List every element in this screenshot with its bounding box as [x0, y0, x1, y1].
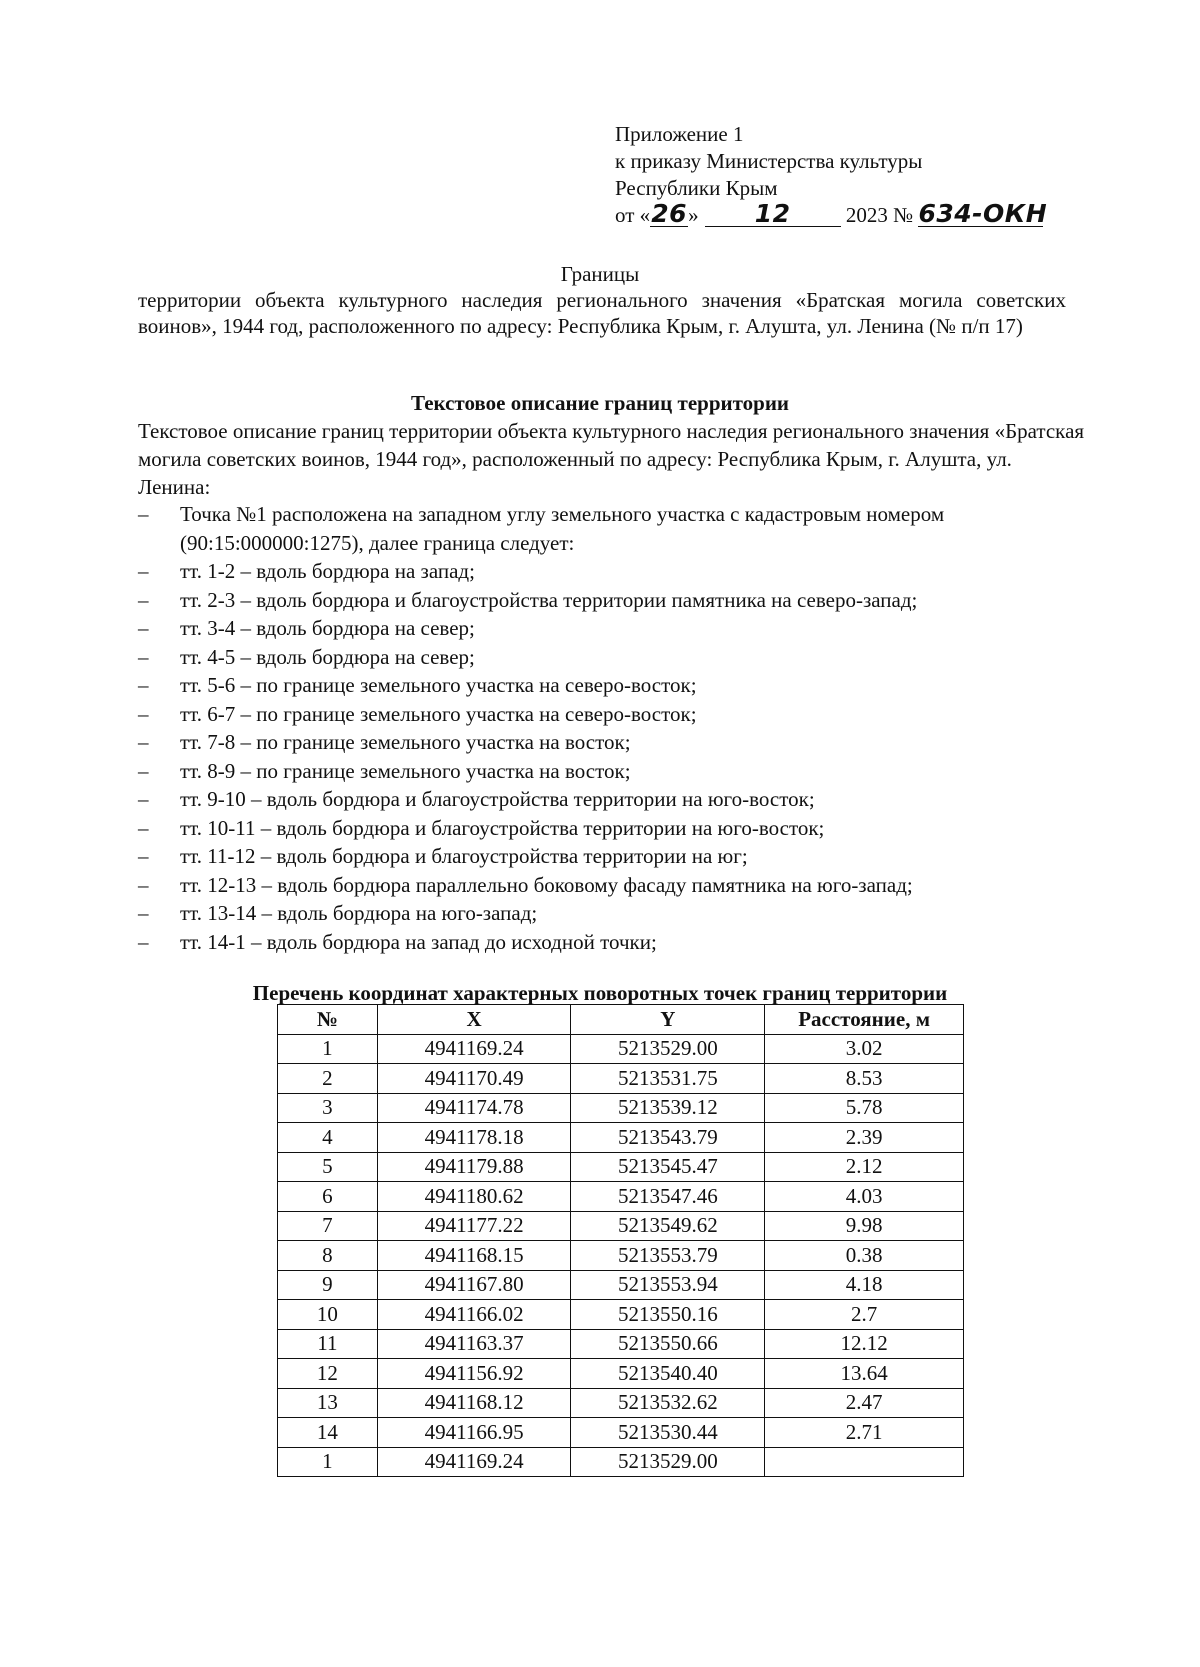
distance: 2.7: [765, 1300, 964, 1330]
x-coordinate: 4941156.92: [377, 1359, 571, 1389]
y-coordinate: 5213550.66: [571, 1329, 765, 1359]
distance: 4.18: [765, 1270, 964, 1300]
point-number: 1: [278, 1447, 378, 1477]
list-item: [138, 557, 1088, 586]
x-coordinate: 4941163.37: [377, 1329, 571, 1359]
list-item: [138, 614, 1088, 643]
order-reference: к приказу Министерства культуры: [615, 149, 923, 173]
table-row: [278, 1329, 964, 1359]
list-item: [138, 757, 1088, 786]
list-item: [138, 586, 1088, 615]
column-header-x: X: [377, 1005, 571, 1035]
x-coordinate: 4941167.80: [377, 1270, 571, 1300]
x-coordinate: 4941180.62: [377, 1182, 571, 1212]
y-coordinate: 5213553.79: [571, 1241, 765, 1271]
date-prefix: от «: [615, 203, 651, 227]
point-number: 9: [278, 1270, 378, 1300]
list-item: [138, 700, 1088, 729]
point-number: 6: [278, 1182, 378, 1212]
bullet-dash: –: [138, 901, 149, 925]
list-item-text: тт. 8-9 – по границе земельного участка на восток;: [180, 758, 631, 783]
list-item: [138, 643, 1088, 672]
table-row: [278, 1300, 964, 1330]
bullet-dash: –: [138, 587, 149, 612]
list-item-text: тт. 6-7 – по границе земельного участка на северо-восток;: [180, 701, 697, 726]
x-coordinate: 4941178.18: [377, 1123, 571, 1153]
distance: 2.39: [765, 1123, 964, 1153]
section-heading: Текстовое описание границ территории: [410, 391, 790, 415]
distance: 9.98: [765, 1211, 964, 1241]
table-row: [278, 1270, 964, 1300]
table-row: [278, 1447, 964, 1477]
table-row: [278, 1034, 964, 1064]
x-coordinate: 4941179.88: [377, 1152, 571, 1182]
y-coordinate: 5213531.75: [571, 1064, 765, 1094]
list-item: [138, 728, 1088, 757]
list-item-text: тт. 12-13 – вдоль бордюра параллельно боковому фасаду памятника на юго-запад;: [180, 872, 913, 897]
distance: 13.64: [765, 1359, 964, 1389]
x-coordinate: 4941166.95: [377, 1418, 571, 1448]
table-row: [278, 1359, 964, 1389]
republic-name: Республики Крым: [615, 176, 778, 200]
table-row: [278, 1241, 964, 1271]
x-coordinate: 4941169.24: [377, 1447, 571, 1477]
point-number: 10: [278, 1300, 378, 1330]
list-item-text: тт. 11-12 – вдоль бордюра и благоустройства территории на юг;: [180, 844, 748, 868]
bullet-dash: –: [138, 502, 149, 526]
point-number: 1: [278, 1034, 378, 1064]
coordinates-table-title: Перечень координат характерных поворотных точек границ территории: [252, 981, 948, 1005]
x-coordinate: 4941168.15: [377, 1241, 571, 1271]
bullet-dash: –: [138, 559, 149, 583]
y-coordinate: 5213553.94: [571, 1270, 765, 1300]
x-coordinate: 4941169.24: [377, 1034, 571, 1064]
x-coordinate: 4941174.78: [377, 1093, 571, 1123]
handwritten-month: 12: [705, 202, 841, 227]
table-row: [278, 1182, 964, 1212]
list-item-text: тт. 9-10 – вдоль бордюра и благоустройства территории на юго-восток;: [180, 787, 815, 811]
distance: 2.47: [765, 1388, 964, 1418]
point-number: 7: [278, 1211, 378, 1241]
table-row: [278, 1152, 964, 1182]
y-coordinate: 5213550.16: [571, 1300, 765, 1330]
list-item-text: тт. 1-2 – вдоль бордюра на запад;: [180, 559, 475, 583]
list-item-text: тт. 3-4 – вдоль бордюра на север;: [180, 616, 475, 640]
x-coordinate: 4941166.02: [377, 1300, 571, 1330]
list-item: [138, 928, 1088, 957]
point-number: 3: [278, 1093, 378, 1123]
distance: 4.03: [765, 1182, 964, 1212]
bullet-dash: –: [138, 787, 149, 811]
distance: 0.38: [765, 1241, 964, 1271]
document-title: Границы: [560, 262, 640, 286]
table-row: [278, 1388, 964, 1418]
y-coordinate: 5213530.44: [571, 1418, 765, 1448]
table-row: [278, 1123, 964, 1153]
list-item-text: тт. 2-3 – вдоль бордюра и благоустройства территории памятника на северо-запад;: [180, 587, 918, 612]
list-item-text: тт. 14-1 – вдоль бордюра на запад до исходной точки;: [180, 929, 657, 954]
appendix-header: [615, 121, 1085, 229]
y-coordinate: 5213543.79: [571, 1123, 765, 1153]
y-coordinate: 5213549.62: [571, 1211, 765, 1241]
list-item: [138, 814, 1088, 843]
list-item: [138, 785, 1088, 814]
column-header-distance: Расстояние, м: [765, 1005, 964, 1035]
bullet-dash: –: [138, 644, 149, 669]
appendix-label: Приложение 1: [615, 122, 744, 146]
table-row: [278, 1211, 964, 1241]
x-coordinate: 4941177.22: [377, 1211, 571, 1241]
point-number: 8: [278, 1241, 378, 1271]
list-item: [138, 899, 1088, 928]
list-item-text: Точка №1 расположена на западном углу земельного участка с кадастровым номером (90:15:000000:1275), далее граница следует:: [180, 502, 945, 555]
bullet-dash: –: [138, 701, 149, 726]
distance: 8.53: [765, 1064, 964, 1094]
document-subtitle: территории объекта культурного наследия регионального значения «Братская могила советских воинов», 1944 год, расположенного по адресу: Республика Крым, г. Алушта, ул. Ленина (№ п/п 17): [138, 288, 1066, 338]
point-number: 13: [278, 1388, 378, 1418]
y-coordinate: 5213539.12: [571, 1093, 765, 1123]
y-coordinate: 5213545.47: [571, 1152, 765, 1182]
list-item: [138, 842, 1088, 871]
distance: 12.12: [765, 1329, 964, 1359]
point-number: 12: [278, 1359, 378, 1389]
bullet-dash: –: [138, 929, 149, 954]
point-number: 14: [278, 1418, 378, 1448]
list-item: [138, 500, 1088, 557]
boundary-description-list: [138, 500, 1088, 956]
distance: 5.78: [765, 1093, 964, 1123]
year-text: 2023 №: [845, 203, 914, 227]
list-item: [138, 871, 1088, 900]
y-coordinate: 5213547.46: [571, 1182, 765, 1212]
x-coordinate: 4941170.49: [377, 1064, 571, 1094]
bullet-dash: –: [138, 844, 149, 868]
point-number: 2: [278, 1064, 378, 1094]
point-number: 4: [278, 1123, 378, 1153]
list-item: [138, 671, 1088, 700]
table-row: [278, 1418, 964, 1448]
distance: [765, 1447, 964, 1477]
list-item-text: тт. 13-14 – вдоль бордюра на юго-запад;: [180, 901, 538, 925]
x-coordinate: 4941168.12: [377, 1388, 571, 1418]
point-number: 5: [278, 1152, 378, 1182]
list-item-text: тт. 10-11 – вдоль бордюра и благоустройства территории на юго-восток;: [180, 815, 825, 840]
y-coordinate: 5213529.00: [571, 1034, 765, 1064]
order-date-row: [615, 199, 1085, 229]
distance: 2.12: [765, 1152, 964, 1182]
table-row: [278, 1093, 964, 1123]
list-item-text: тт. 5-6 – по границе земельного участка на северо-восток;: [180, 673, 697, 697]
bullet-dash: –: [138, 758, 149, 783]
table-row: [278, 1064, 964, 1094]
table-header-row: [278, 1005, 964, 1035]
list-item-text: тт. 4-5 – вдоль бордюра на север;: [180, 644, 475, 669]
column-header-number: №: [278, 1005, 378, 1035]
column-header-y: Y: [571, 1005, 765, 1035]
bullet-dash: –: [138, 872, 149, 897]
intro-paragraph: Текстовое описание границ территории объекта культурного наследия регионального значения «Братская могила советских воинов, 1944 год», расположенный по адресу: Республика Крым, г. Алушта, ул. Ленина:: [138, 419, 1085, 499]
bullet-dash: –: [138, 815, 149, 840]
distance: 2.71: [765, 1418, 964, 1448]
bullet-dash: –: [138, 616, 149, 640]
y-coordinate: 5213532.62: [571, 1388, 765, 1418]
coordinates-table: [277, 1004, 964, 1477]
y-coordinate: 5213540.40: [571, 1359, 765, 1389]
handwritten-order-number: 634-ОКН: [918, 199, 1048, 228]
date-close: »: [688, 203, 699, 227]
bullet-dash: –: [138, 673, 149, 697]
distance: 3.02: [765, 1034, 964, 1064]
list-item-text: тт. 7-8 – по границе земельного участка на восток;: [180, 730, 631, 754]
bullet-dash: –: [138, 730, 149, 754]
y-coordinate: 5213529.00: [571, 1447, 765, 1477]
point-number: 11: [278, 1329, 378, 1359]
handwritten-day: 26: [651, 199, 688, 228]
